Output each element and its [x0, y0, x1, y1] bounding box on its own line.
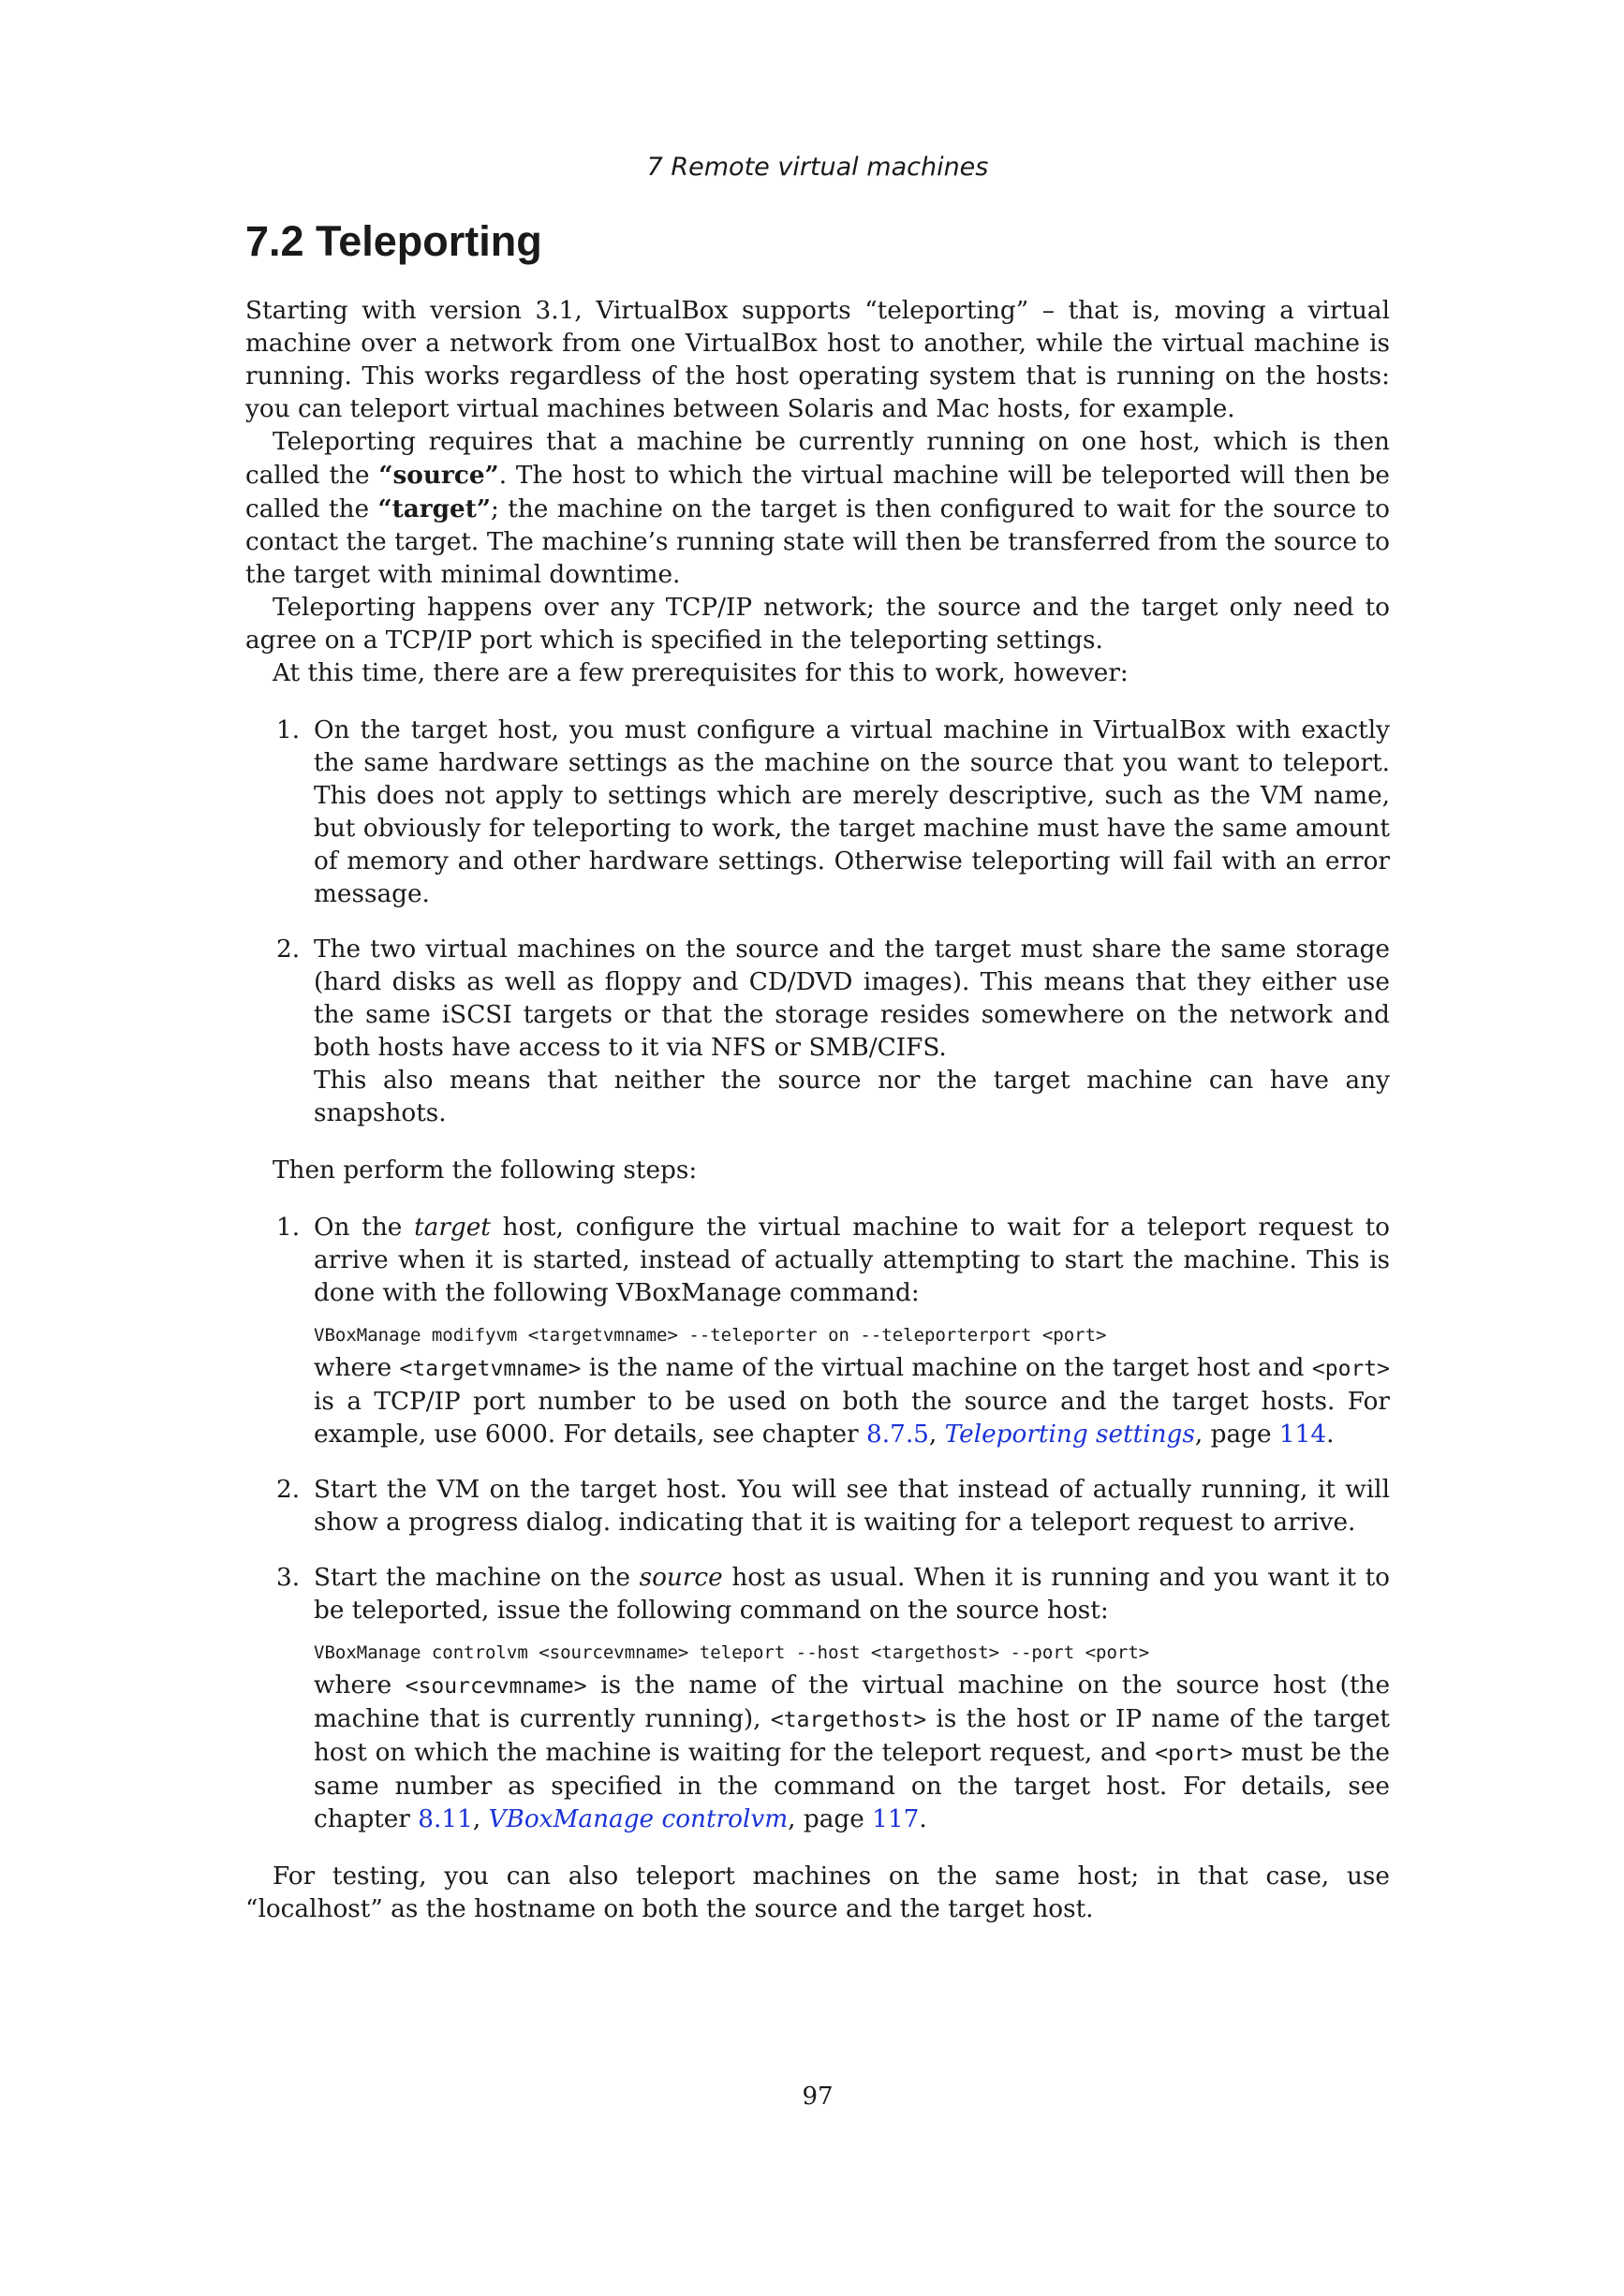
page-number: 97	[802, 2083, 834, 2111]
list-number: 1.	[276, 1214, 301, 1242]
list-item: 2. The two virtual machines on the source and the target must share the same storage (hard disks as well as floppy and CD/DVD images). This means that they either use the same iSCSI targets or that the storage resides somewhere on the network and both hosts have access to it via NFS or SMB/CIFS. This also means that neither the source nor the target machine can have any snapshots.	[276, 935, 1390, 1127]
chapter-link[interactable]: 8.7.5	[866, 1420, 929, 1449]
term-source: “source”	[378, 461, 499, 490]
list-item: 2. Start the VM on the target host. You will see that instead of actually running, it will show a progress dialog. indicating that it is waiting for a teleport request to arrive.	[276, 1476, 1390, 1537]
paragraph-prerequisites-intro: At this time, there are a few prerequisites for this to work, however:	[273, 659, 1129, 687]
chapter-link[interactable]: 8.11	[418, 1805, 473, 1833]
body-text	[245, 295, 1390, 1926]
paragraph-source-target: Teleporting requires that a machine be currently running on one host, which is then called the “source”. The host to which the virtual machine will be teleported will then be called the “target”; the machine on the target is then configured to wait for the source to contact the target. The machine’s running state will then be transferred from the source to the target with minimal downtime.	[245, 428, 1390, 589]
chapter-title-link[interactable]: Teleporting settings	[944, 1420, 1195, 1449]
code-command: VBoxManage controlvm <sourcevmname> teleport --host <targethost> --port <port>	[314, 1642, 1150, 1663]
list-item: 3. Start the machine on the source host as usual. When it is running and you want it to be teleported, issue the following command on the source host: VBoxManage controlvm <sourcevmname> teleport --host <targethost> --port <port> where <sourcevmname> is the name of the virtual machine on the source host (the machine that is currently running), <targethost> is the host or IP name of the target host on which the machine is waiting for the teleport request, and <port> must be the same number as specified in the command on the target host. For details, see chapter 8.11, VBoxManage controlvm, page 117.	[276, 1564, 1391, 1833]
prerequisites-list	[245, 714, 1390, 1130]
page-link[interactable]: 114	[1278, 1420, 1327, 1449]
paragraph-network: Teleporting happens over any TCP/IP network; the source and the target only need to agree on a TCP/IP port which is specified in the teleporting settings.	[245, 594, 1390, 655]
term-target: “target”	[377, 494, 492, 523]
code-command: VBoxManage modifyvm <targetvmname> --teleporter on --teleporterport <port>	[314, 1325, 1107, 1346]
list-number: 2.	[276, 935, 301, 964]
page-link[interactable]: 117	[872, 1805, 920, 1833]
section-title: 7.2 Teleporting	[245, 217, 542, 265]
list-number: 2.	[276, 1476, 301, 1504]
list-item: 1. On the target host, configure the virtual machine to wait for a teleport request to arrive when it is started, instead of actually attempting to start the machine. This is done with the following VBoxManage command: VBoxManage modifyvm <targetvmname> --teleporter on --teleporterport <port> where <targetvmname> is the name of the virtual machine on the target host and <port> is a TCP/IP port number to be used on both the source and the target hosts. For example, use 6000. For details, see chapter 8.7.5, Teleporting settings, page 114.	[276, 1214, 1391, 1449]
steps-intro: Then perform the following steps:	[273, 1156, 698, 1185]
list-number: 1.	[276, 716, 301, 744]
chapter-title-link[interactable]: VBoxManage controlvm	[488, 1805, 789, 1833]
running-header: 7 Remote virtual machines	[646, 153, 989, 182]
list-number: 3.	[276, 1564, 301, 1592]
paragraph-intro: Starting with version 3.1, VirtualBox supports “teleporting” – that is, moving a virtual machine over a network from one VirtualBox host to another, while the virtual machine is running. This works regardless of the host operating system that is running on the hosts: you can teleport virtual machines between Solaris and Mac hosts, for example.	[245, 297, 1390, 423]
paragraph-closing: For testing, you can also teleport machines on the same host; in that case, use “localhost” as the hostname on both the source and the target host.	[245, 1862, 1390, 1923]
steps-list	[245, 1212, 1390, 1836]
list-item: 1. On the target host, you must configure a virtual machine in VirtualBox with exactly the same hardware settings as the machine on the source that you want to teleport. This does not apply to settings which are merely descriptive, such as the VM name, but obviously for teleporting to work, the target machine must have the same amount of memory and other hardware settings. Otherwise teleporting will fail with an error message.	[276, 716, 1390, 908]
